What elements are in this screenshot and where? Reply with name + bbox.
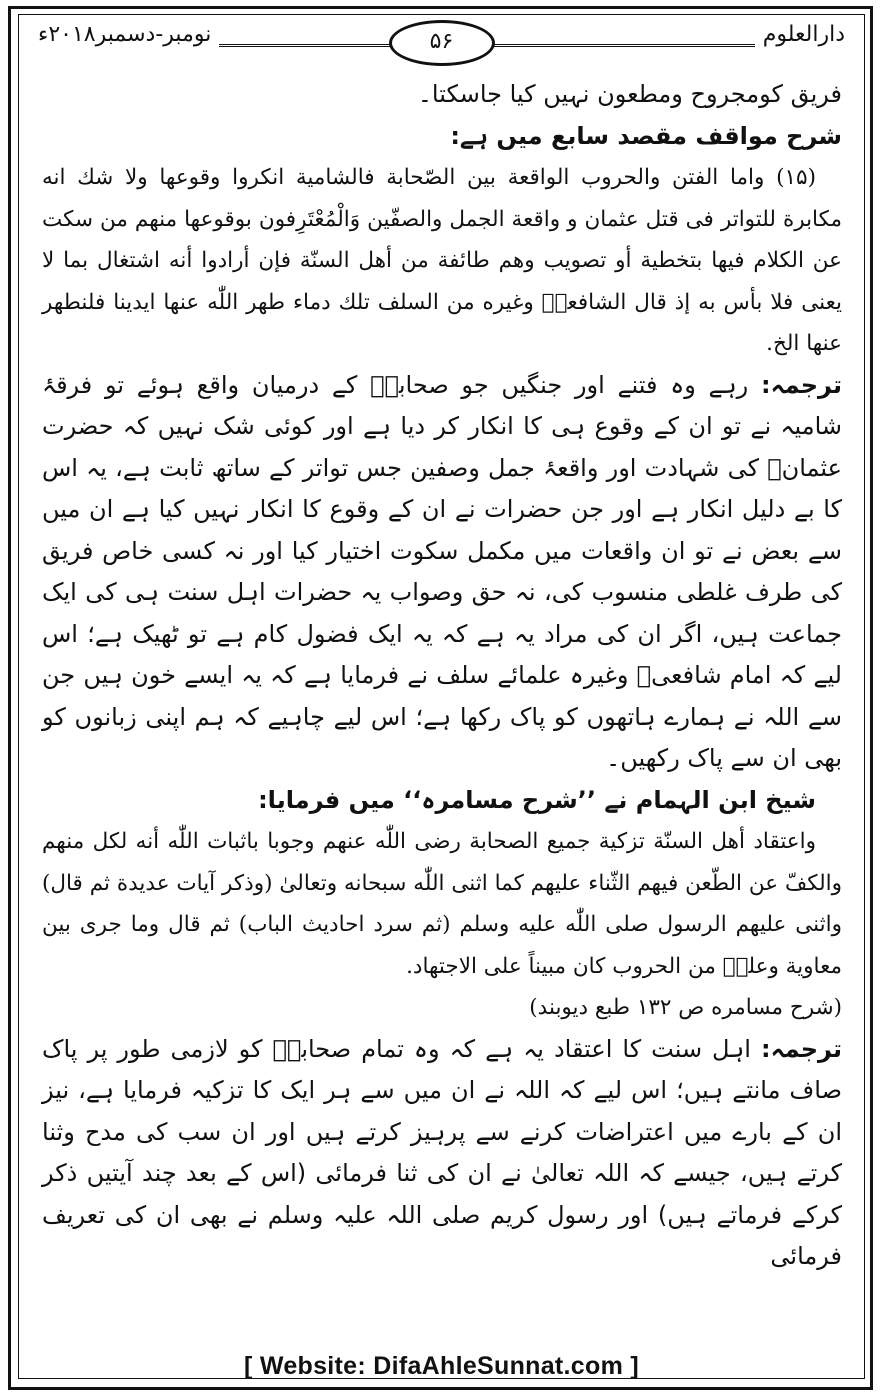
page-body [42, 74, 842, 1278]
translation-text: اہل سنت کا اعتقاد یہ ہے کہ وہ تمام صحابہؓ کو لازمی طور پر پاک صاف مانتے ہیں؛ اس لیے کہ اللہ نے ان میں سے ہر ایک کا تزکیہ فرمایا ہے، نیز ان کے بارے میں اعتراضات کرنے سے پرہیز کرتے ہیں اور ان سب کی مدح وثنا کرتے ہیں، جیسے کہ اللہ تعالیٰ نے ان کی ثنا فرمائی (اس کے بعد چند آیتیں ذکر کرکے فرماتے ہیں) اور رسول کریم صلی اللہ علیہ وسلم نے بھی ان کی تعریف فرمائی [42, 1034, 842, 1270]
journal-name: دارالعلوم [755, 22, 853, 47]
website-footer: [ Website: DifaAhleSunnat.com ] [244, 1352, 639, 1380]
translation-label: ترجمہ: [761, 370, 842, 399]
citation-reference: (شرح مسامره ص ۱۳۲ طبع ديوبند) [529, 995, 842, 1020]
issue-date: نومبر-دسمبر۲۰۱۸ء [30, 22, 219, 47]
translation-paragraph [42, 1029, 842, 1278]
translation-label: ترجمہ: [760, 1034, 842, 1063]
page-header [30, 22, 853, 62]
section-heading: شیخ ابن الہمام نے ’’شرح مسامرہ‘‘ میں فرمایا: [258, 785, 816, 814]
arabic-quote: واعتقاد أهل السنّة تزكية جميع الصحابة رضى اللّٰه عنهم وجوبا باثبات اللّٰه أنه لكل منهم والكفّ عن الطّعن فيهم الثّناء عليهم كما اثنى اللّٰه سبحانه وتعالىٰ (وذكر آيات عديدة ثم قال) واثنى عليهم الرسول صلى اللّٰه عليه وسلم (ثم سرد احاديث الباب) ثم قال وما جرى بين معاوية وعلیؓ من الحروب كان مبيناً على الاجتهاد. [42, 829, 842, 979]
page-number: ۵۶ [389, 20, 495, 66]
translation-paragraph [42, 365, 842, 780]
translation-text: رہے وہ فتنے اور جنگیں جو صحابہؓ کے درمیان واقع ہوئے تو فرقۂ شامیہ نے تو ان کے وقوع ہی کا انکار کر دیا ہے اور کوئی شک نہیں کہ حضرت عثمانؓ کی شہادت اور واقعۂ جمل وصفین جس تواتر کے ساتھ ثابت ہے، یہ اس کا بے دلیل انکار ہے اور جن حضرات نے ان کے وقوع کا انکار نہیں کیا ہے ان میں سے بعض نے تو ان واقعات میں مکمل سکوت اختیار کیا اور نہ کسی خاص فریق کی طرف غلطی منسوب کی، نہ حق وصواب یہ حضرات اہل سنت ہی کی ایک جماعت ہیں، اگر ان کی مراد یہ ہے کہ یہ ایک فضول کام ہے تو ٹھیک ہے؛ اس لیے کہ امام شافعیؒ وغیرہ علمائے سلف نے فرمایا ہے کہ یہ ایسے خون ہیں جن سے اللہ نے ہمارے ہاتھوں کو پاک رکھا ہے؛ اس لیے چاہیے کہ ہم اپنی زبانوں کو بھی ان سے پاک رکھیں۔ [42, 370, 842, 772]
arabic-quote: (۱۵) واما الفتن والحروب الواقعة بين الصّحابة فالشامية انكروا وقوعها ولا شك انه مكابرة للتواتر فى قتل عثمان و واقعة الجمل والصفّين وَالْمُعْتَرِفون بوقوعها منهم من سكت عن الكلام فيها بتخطية أو تصويب وهم طائفة من أهل السنّة فإن أرادوا أنه اشتغال بما لا يعنى فلا بأس به إذ قال الشافعیؒ وغيره من السلف تلك دماء طهر اللّٰه عنها ايدينا فلنطهر عنها الخ. [42, 165, 842, 356]
urdu-paragraph: فریق کومجروح ومطعون نہیں کیا جاسکتا۔ [417, 80, 842, 108]
section-heading: شرح مواقف مقصد سابع میں ہے: [450, 121, 842, 150]
